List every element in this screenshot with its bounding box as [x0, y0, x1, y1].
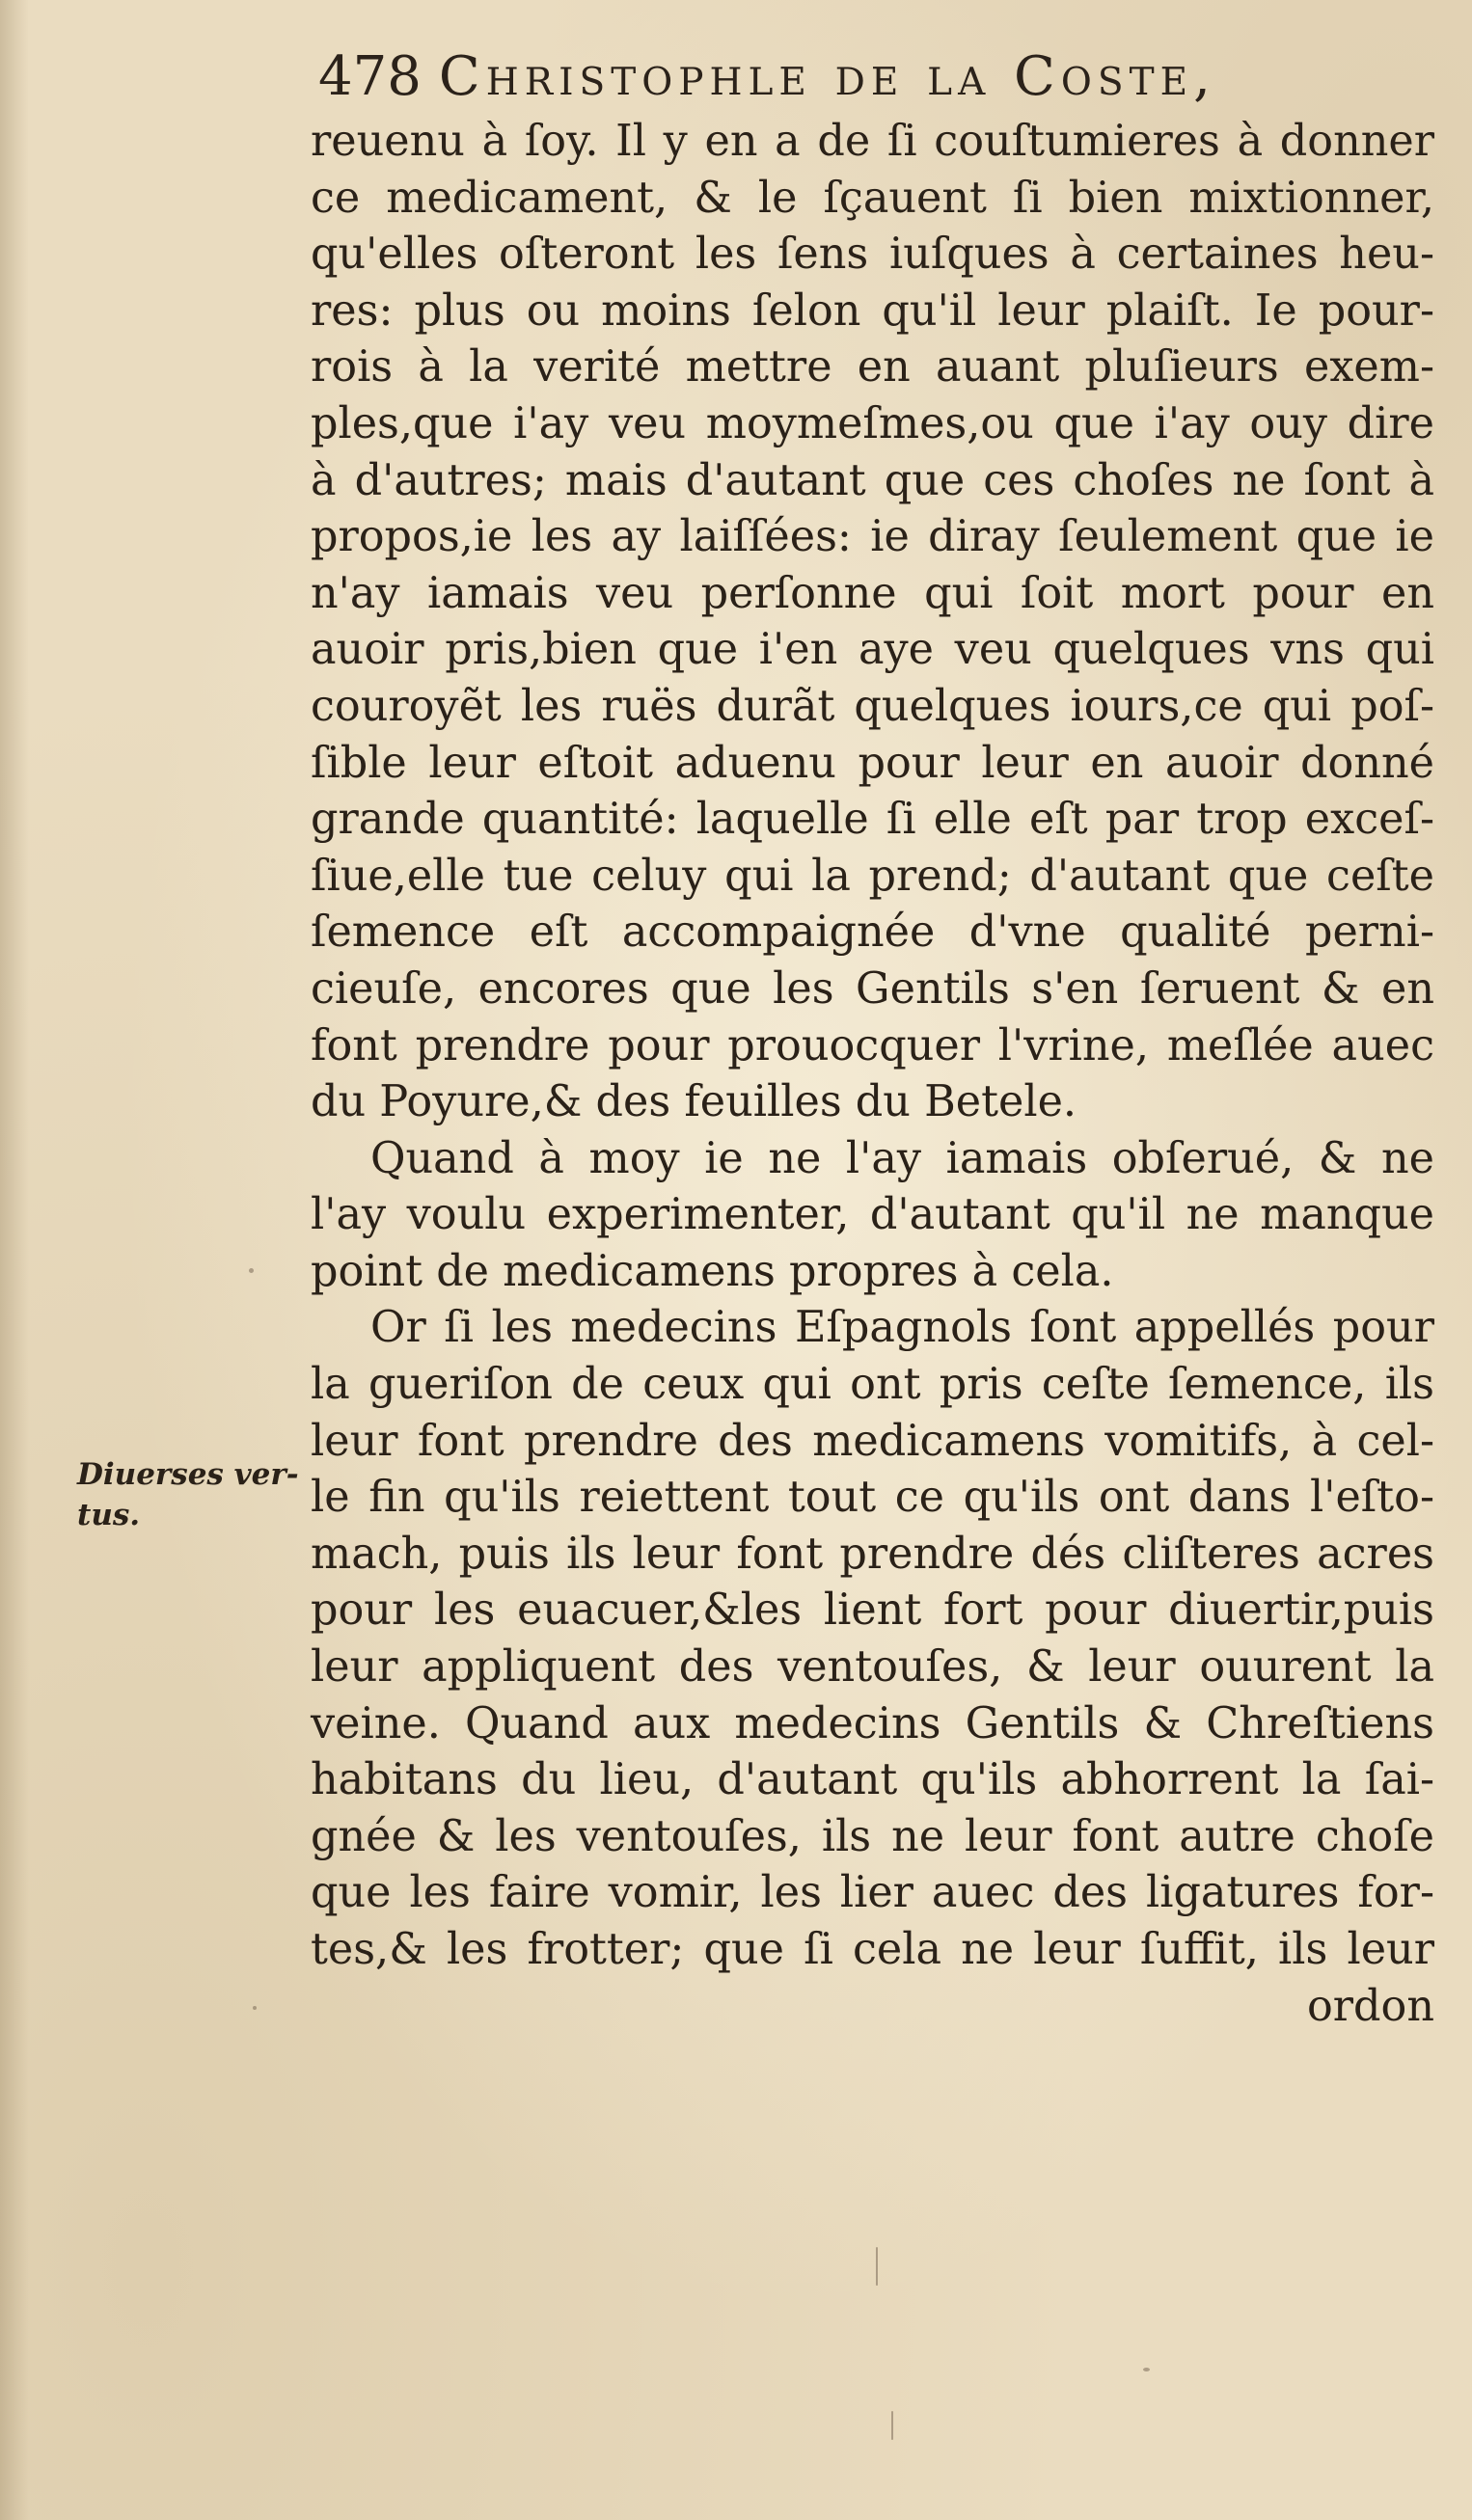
body-text	[311, 114, 1434, 2035]
page-gutter-shadow	[0, 0, 29, 2520]
text-line: ſiue,elle tue celuy qui la prend; d'autant que ceſte	[311, 851, 1434, 901]
text-line: ce medicament, & le ſçauent ſi bien mixtionner,	[311, 173, 1434, 223]
paper-speck	[253, 2006, 257, 2010]
text-line: auoir pris,bien que i'en aye veu quelques vns qui	[311, 625, 1434, 675]
text-line: le fin qu'ils reiettent tout ce qu'ils ont dans l'eſto-	[311, 1473, 1434, 1523]
text-line: veine. Quand aux medecins Gentils & Chreſtiens	[311, 1698, 1434, 1748]
text-line: qu'elles oſteront les ſens iuſques à certaines heu-	[311, 230, 1434, 280]
text-line: que les faire vomir, les lier auec des ligatures for-	[311, 1868, 1434, 1918]
text-line: tes,& les frotter; que ſi cela ne leur ſuffit, ils leur	[311, 1925, 1434, 1974]
paper-speck	[1143, 2368, 1150, 2371]
text-line: pour les euacuer,&les lient fort pour diuertir,puis	[311, 1585, 1434, 1636]
text-line: mach, puis ils leur font prendre dés cliſteres acres	[311, 1529, 1434, 1579]
text-line: res: plus ou moins ſelon qu'il leur plaiſt. Ie pour-	[311, 285, 1434, 336]
text-line: du Poyure,& des feuilles du Betele.	[311, 1077, 1077, 1127]
text-line: rois à la verité mettre en auant pluſieurs exem-	[311, 342, 1434, 393]
text-line: font prendre pour prouocquer l'vrine, meſlée auec	[311, 1020, 1434, 1070]
paper-speck	[891, 2411, 893, 2440]
text-line: cieuſe, encores que les Gentils s'en ſeruent & en	[311, 963, 1434, 1014]
marginal-note-line: tus.	[77, 1498, 141, 1532]
text-line: grande quantité: laquelle ſi elle eſt par trop exceſ-	[311, 795, 1434, 845]
text-line: reuenu à ſoy. Il y en a de ſi couſtumieres à donner	[311, 117, 1434, 166]
marginal-note-line: Diuerses ver-	[77, 1457, 299, 1492]
text-line: propos,ie les ay laiſſées: ie diray ſeulement que ie	[311, 512, 1434, 562]
text-line: l'ay voulu experimenter, d'autant qu'il ne manque	[311, 1190, 1434, 1240]
marginal-note	[77, 1454, 299, 1535]
text-line: ſible leur eſtoit aduenu pour leur en auoir donné	[311, 738, 1434, 788]
running-head	[318, 45, 1447, 108]
text-line: couroyẽt les ruës durãt quelques iours,ce qui poſ-	[311, 681, 1434, 731]
paper-speck	[876, 2247, 878, 2286]
text-line: leur appliquent des ventouſes, & leur ouurent la	[311, 1642, 1434, 1693]
paper-speck	[249, 1268, 254, 1273]
text-line-paragraph-start: Quand à moy ie ne l'ay iamais obſerué, & ne	[370, 1133, 1434, 1183]
text-line: à d'autres; mais d'autant que ces choſes ne ſont à	[311, 455, 1434, 505]
text-line: la gueriſon de ceux qui ont pris ceſte ſemence, ils	[311, 1360, 1434, 1410]
text-line: point de medicamens propres à cela.	[311, 1246, 1114, 1296]
page-number: 478	[318, 45, 422, 108]
text-line: leur font prendre des medicamens vomitifs, à cel-	[311, 1416, 1434, 1466]
text-line: habitans du lieu, d'autant qu'ils abhorrent la ſai-	[311, 1755, 1434, 1805]
text-line: n'ay iamais veu perſonne qui ſoit mort pour en	[311, 568, 1434, 618]
text-line: ples,que i'ay veu moymeſmes,ou que i'ay ouy dire	[311, 398, 1434, 448]
running-title: Christophle de la Coste,	[438, 45, 1216, 108]
text-line-paragraph-start: Or ſi les medecins Eſpagnols ſont appellés pour	[370, 1303, 1434, 1353]
text-line: ſemence eſt accompaignée d'vne qualité perni-	[311, 908, 1434, 958]
catchword: ordon	[1306, 1981, 1434, 2031]
text-line: gnée & les ventouſes, ils ne leur font autre choſe	[311, 1811, 1434, 1861]
